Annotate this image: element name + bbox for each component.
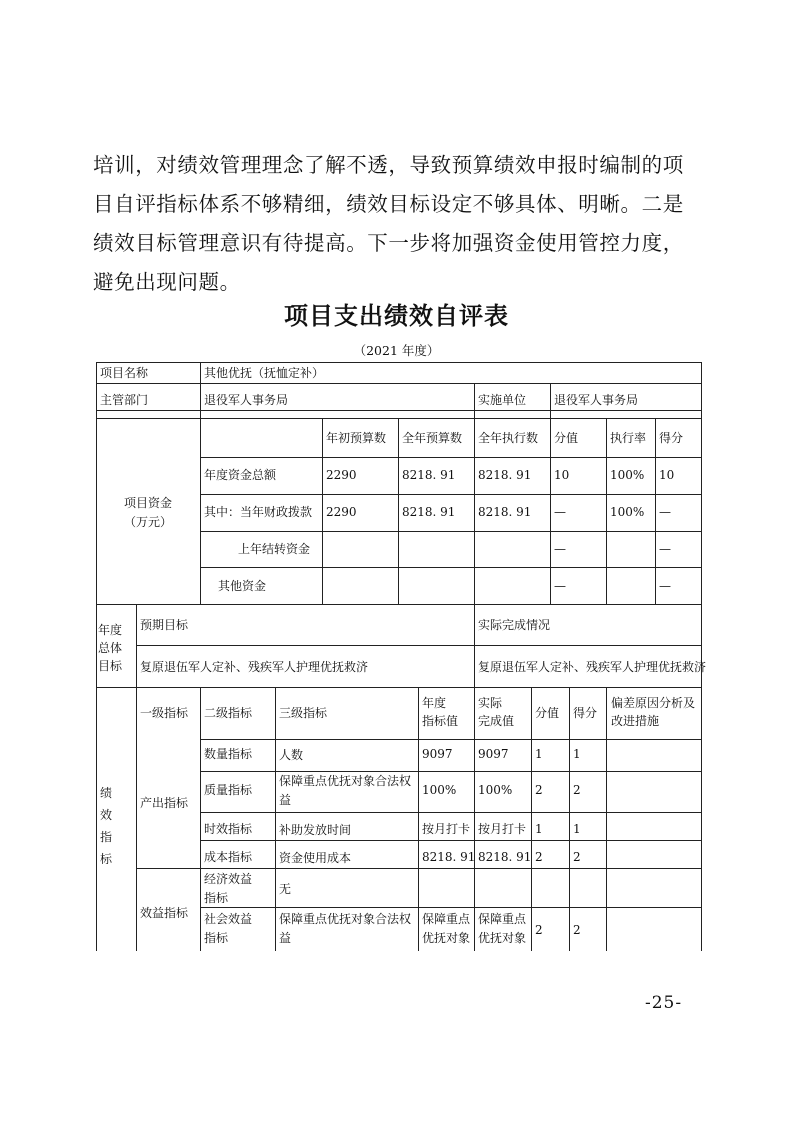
score-value: 2 — [535, 850, 543, 864]
perf-header: 得分 — [573, 706, 598, 720]
actual-value: 保障重点 优抚对象 — [478, 912, 527, 945]
score: 2 — [573, 850, 581, 864]
self-evaluation-table — [96, 360, 707, 950]
table-rule — [655, 418, 656, 605]
funds-value: — — [659, 505, 671, 519]
level3-indicator: 保障重点优抚对象合法权 益 — [279, 912, 412, 945]
table-rule — [200, 362, 201, 605]
table-rule — [96, 362, 97, 951]
funds-header: 得分 — [659, 431, 684, 445]
perf-header: 分值 — [535, 706, 560, 720]
funds-header: 全年预算数 — [402, 431, 463, 445]
level2-indicator: 经济效益 指标 — [204, 872, 253, 905]
funds-value: — — [554, 542, 566, 556]
actual-result-label: 实际完成情况 — [478, 618, 551, 632]
level2-indicator: 数量指标 — [204, 747, 253, 761]
expected-goal-value: 复原退伍军人定补、残疾军人护理优抚救济 — [140, 660, 369, 674]
table-rule — [200, 687, 201, 951]
table-rule — [200, 567, 702, 568]
funds-header: 执行率 — [610, 431, 647, 445]
table-rule — [200, 457, 702, 458]
level3-indicator: 补助发放时间 — [279, 823, 352, 837]
perf-indicator-label: 绩 效 指 标 — [100, 786, 113, 866]
body-paragraph — [93, 146, 701, 302]
funds-value: — — [554, 579, 566, 593]
funds-header: 分值 — [554, 431, 579, 445]
perf-header: 偏差原因分析及 改进措施 — [611, 696, 696, 728]
actual-result-value: 复原退伍军人定补、残疾军人护理优抚救济 — [478, 660, 707, 674]
funds-value: 8218. 91 — [478, 505, 532, 519]
funds-value: 2290 — [326, 505, 357, 519]
funds-value: 8218. 91 — [402, 468, 456, 482]
perf-header: 实际 完成值 — [478, 696, 515, 728]
table-rule — [96, 687, 702, 688]
dept-value: 退役军人事务局 — [204, 393, 289, 407]
table-rule — [322, 418, 323, 605]
target-value: 保障重点 优抚对象 — [422, 912, 471, 945]
table-rule — [96, 418, 702, 419]
score: 1 — [573, 747, 581, 761]
score: 2 — [573, 923, 581, 937]
funds-header: 年初预算数 — [326, 431, 387, 445]
benefit-indicator-label: 效益指标 — [140, 906, 189, 920]
table-subtitle: （2021 年度） — [353, 343, 440, 358]
level2-indicator: 质量指标 — [204, 783, 253, 797]
table-rule — [418, 687, 419, 951]
funds-value: 8218. 91 — [402, 505, 456, 519]
table-rule — [136, 868, 702, 869]
target-value: 9097 — [422, 747, 453, 761]
table-rule — [136, 645, 702, 646]
table-rule — [96, 410, 702, 411]
body-line: 绩效目标管理意识有待提高。下一步将加强资金使用管控力度， — [93, 231, 684, 255]
table-rule — [531, 687, 532, 951]
table-rule — [398, 418, 399, 605]
score: 1 — [573, 822, 581, 836]
table-rule — [474, 418, 475, 605]
level3-indicator: 保障重点优抚对象合法权 益 — [279, 774, 412, 807]
score-value: 1 — [535, 747, 543, 761]
table-rule — [474, 604, 475, 688]
funds-value: 100% — [610, 505, 645, 519]
score-value: 2 — [535, 783, 543, 797]
table-rule — [569, 687, 570, 951]
table-rule — [96, 383, 702, 384]
funds-value: 8218. 91 — [478, 468, 532, 482]
table-rule — [701, 362, 702, 951]
table-rule — [474, 383, 475, 419]
table-rule — [606, 687, 607, 951]
table-rule — [200, 531, 702, 532]
table-rule — [96, 362, 702, 363]
body-line: 避免出现问题。 — [93, 270, 241, 294]
perf-header: 二级指标 — [204, 706, 253, 720]
funds-row-label: 其中：当年财政拨款 — [204, 505, 313, 519]
score: 2 — [573, 783, 581, 797]
actual-value: 100% — [478, 783, 513, 797]
project-name-label: 项目名称 — [100, 366, 149, 380]
funds-label: 项目资金 （万元） — [123, 496, 172, 529]
table-rule — [550, 418, 551, 605]
expected-goal-label: 预期目标 — [140, 618, 189, 632]
level3-indicator: 无 — [279, 882, 292, 896]
funds-value: — — [659, 542, 671, 556]
perf-header: 一级指标 — [140, 706, 189, 720]
level2-indicator: 时效指标 — [204, 822, 253, 836]
target-value: 按月打卡 — [422, 822, 471, 836]
level3-indicator: 人数 — [279, 748, 304, 762]
overall-goal-label: 年度 总体 目标 — [98, 623, 123, 673]
funds-row-label: 其他资金 — [218, 579, 267, 593]
actual-value: 9097 — [478, 747, 509, 761]
funds-value: 10 — [659, 468, 675, 482]
project-name-value: 其他优抚（抚恤定补） — [204, 366, 325, 380]
level3-indicator: 资金使用成本 — [279, 851, 352, 865]
actual-value: 按月打卡 — [478, 822, 527, 836]
impl-unit-label: 实施单位 — [478, 393, 527, 407]
funds-header: 全年执行数 — [478, 431, 539, 445]
target-value: 100% — [422, 783, 457, 797]
score-value: 1 — [535, 822, 543, 836]
funds-value: — — [659, 579, 671, 593]
funds-value: 10 — [554, 468, 570, 482]
score-value: 2 — [535, 923, 543, 937]
funds-row-label: 年度资金总额 — [204, 468, 277, 482]
perf-header: 年度 指标值 — [422, 696, 459, 728]
funds-value: 100% — [610, 468, 645, 482]
level2-indicator: 社会效益 指标 — [204, 912, 253, 945]
body-line: 目自评指标体系不够精细，绩效目标设定不够具体、明晰。二是 — [93, 192, 684, 216]
body-line: 培训，对绩效管理理念了解不透，导致预算绩效申报时编制的项 — [93, 153, 684, 177]
page-number: -25- — [645, 993, 683, 1013]
target-value: 8218. 91 — [422, 850, 476, 864]
table-rule — [200, 494, 702, 495]
impl-unit-value: 退役军人事务局 — [554, 393, 639, 407]
actual-value: 8218. 91 — [478, 850, 532, 864]
dept-label: 主管部门 — [100, 393, 149, 407]
table-rule — [474, 687, 475, 951]
table-rule — [136, 604, 137, 951]
output-indicator-label: 产出指标 — [140, 796, 189, 810]
table-title: 项目支出绩效自评表 — [284, 302, 509, 330]
funds-value: — — [554, 505, 566, 519]
table-rule — [96, 604, 702, 605]
perf-header: 三级指标 — [279, 706, 328, 720]
funds-row-label: 上年结转资金 — [238, 542, 311, 556]
funds-value: 2290 — [326, 468, 357, 482]
table-rule — [275, 687, 276, 951]
table-rule — [550, 383, 551, 419]
table-rule — [606, 418, 607, 605]
level2-indicator: 成本指标 — [204, 850, 253, 864]
